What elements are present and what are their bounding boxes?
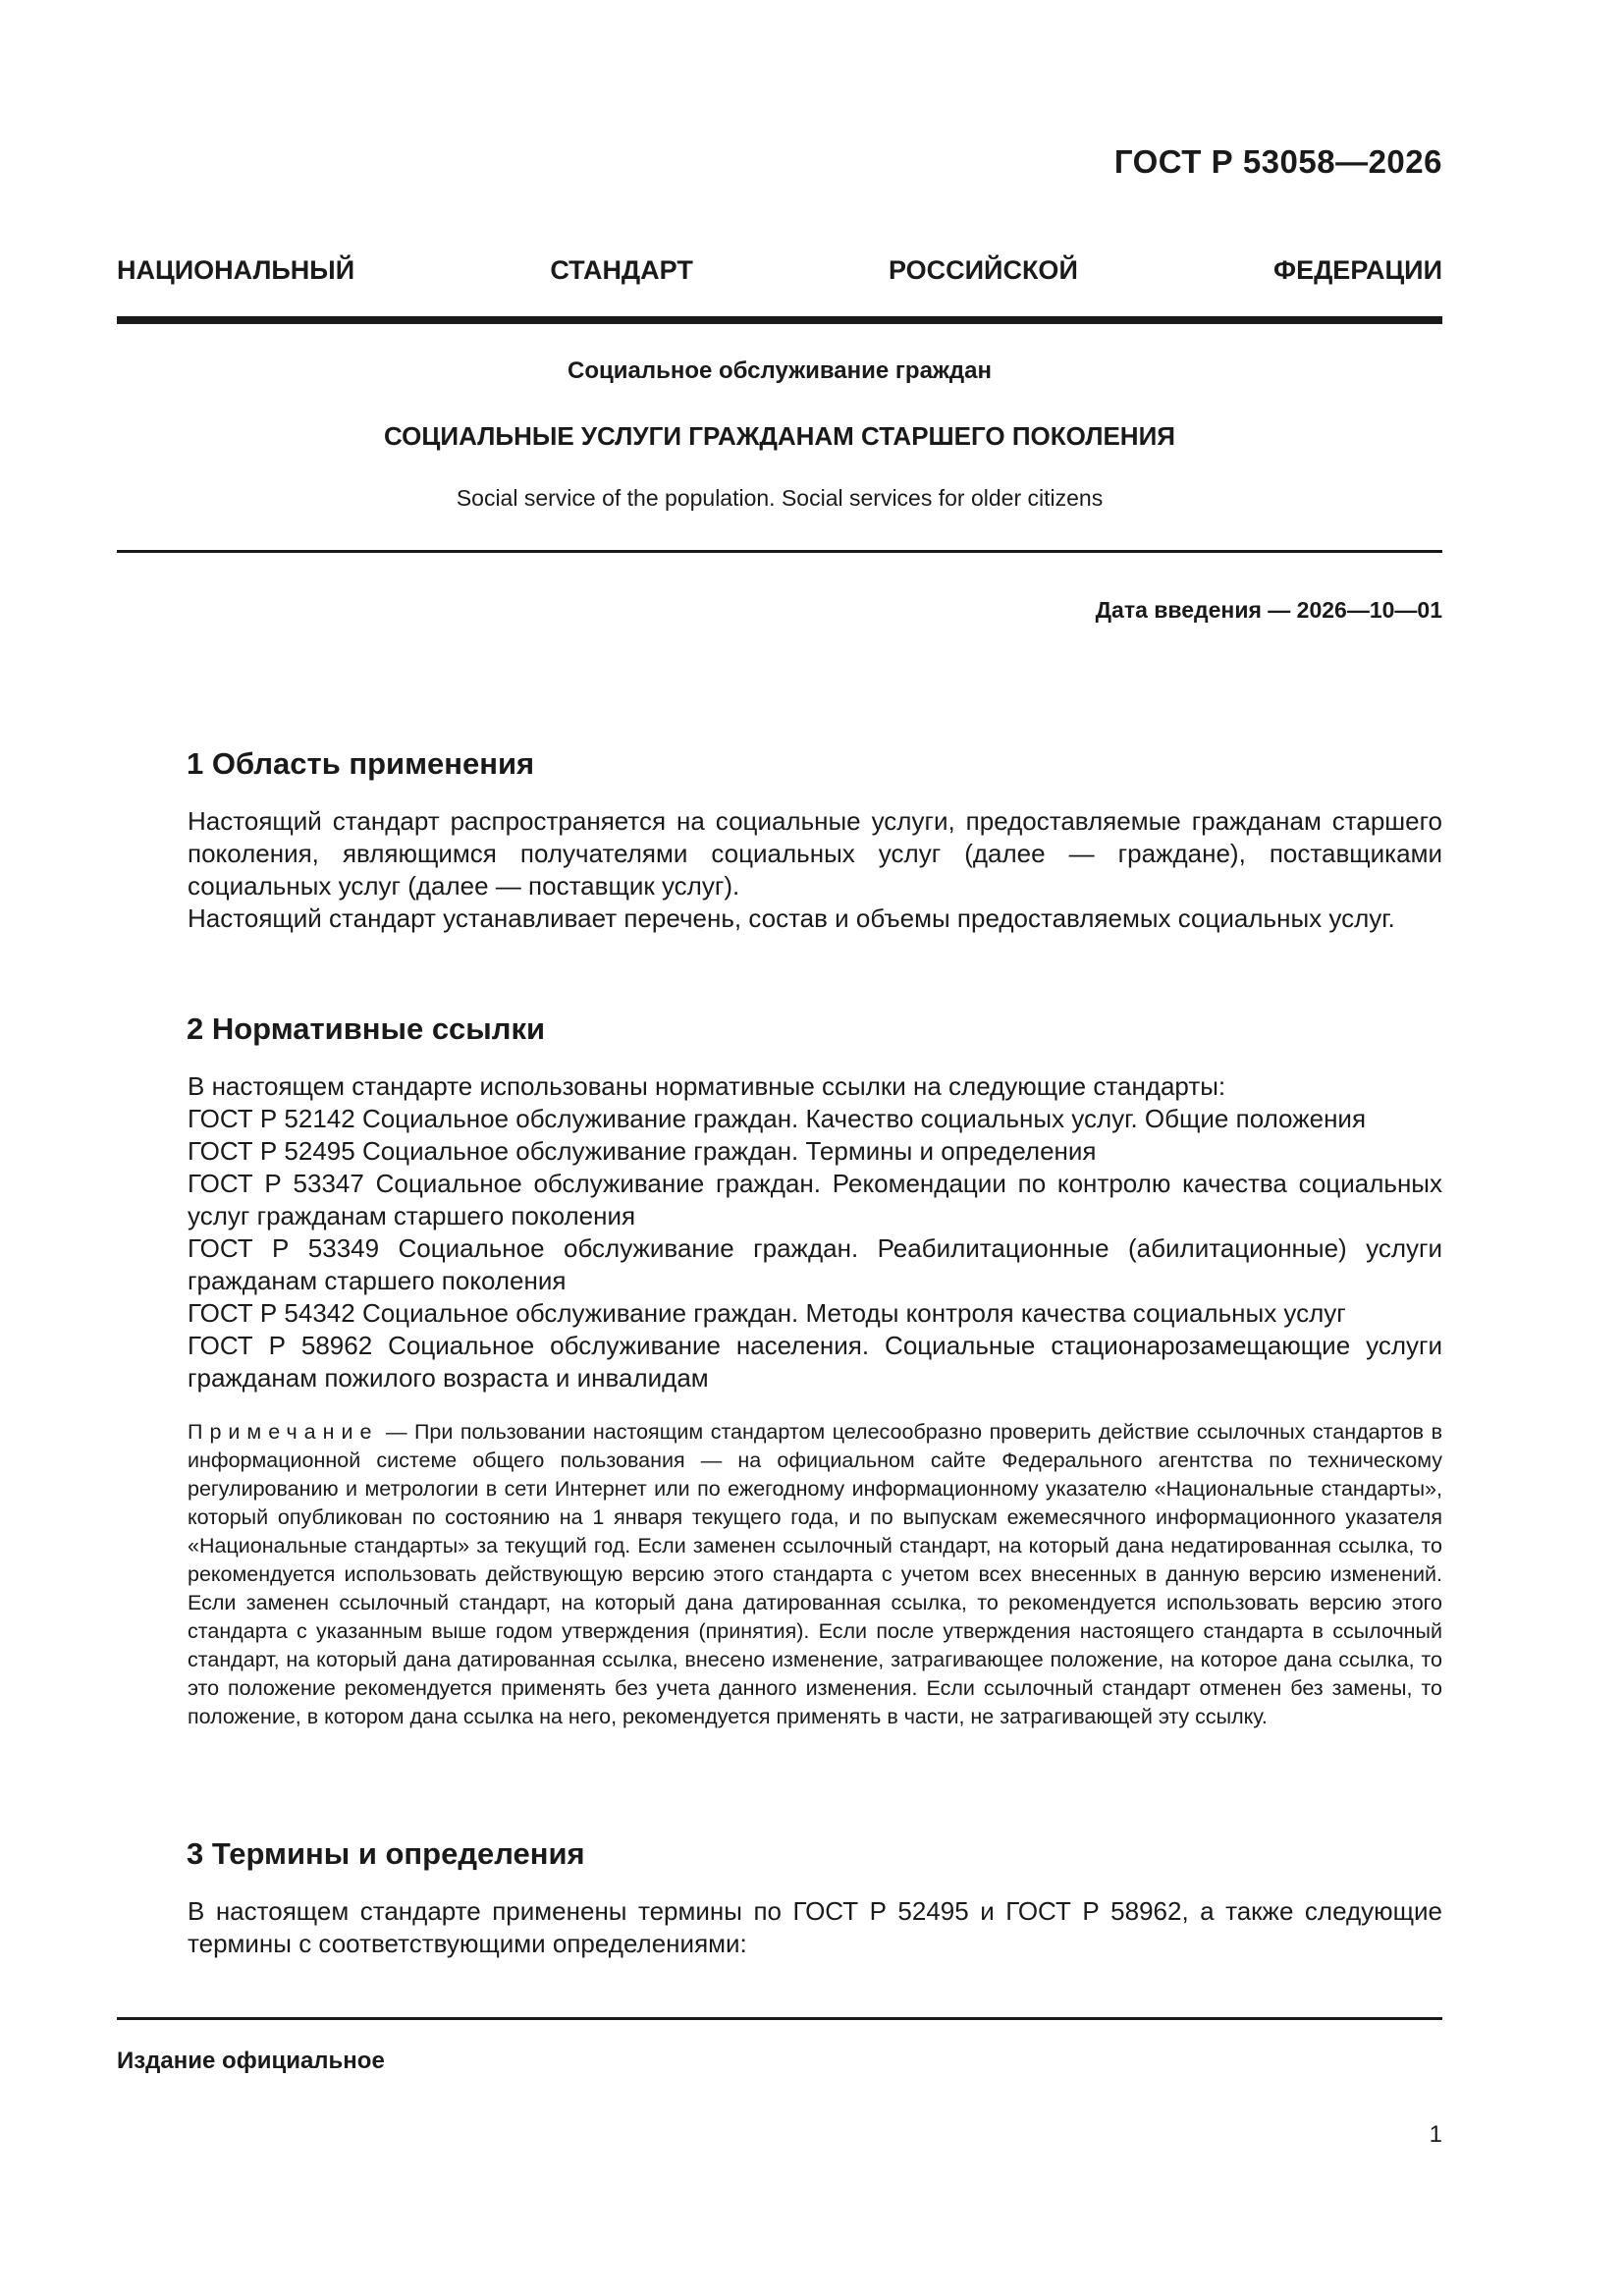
title-group: Социальное обслуживание граждан	[567, 357, 993, 384]
paragraph: Настоящий стандарт распространяется на социальные услуги, предоставляемые гражданам старшего поколения, являющимся получателями социальных услуг (далее — граждане), поставщиками социальных услуг (далее — поставщик услуг).	[188, 806, 1442, 901]
paragraph: В настоящем стандарте использованы нормативные ссылки на следующие стандарты:	[188, 1071, 1226, 1101]
english-title: Social service of the population. Social services for older citizens	[456, 485, 1104, 511]
section-3-body	[117, 1895, 1442, 1960]
page-number: 1	[1429, 2121, 1442, 2148]
reference-item: ГОСТ Р 58962 Социальное обслуживание населения. Социальные стационарозамещающие услуги гражданам пожилого возраста и инвалидам	[188, 1331, 1442, 1393]
reference-item: ГОСТ Р 52142 Социальное обслуживание граждан. Качество социальных услуг. Общие положения	[188, 1104, 1367, 1133]
section-2-body	[117, 1070, 1442, 1394]
title-divider	[117, 550, 1442, 553]
paragraph: Настоящий стандарт устанавливает перечень, состав и объемы предоставляемых социальных услуг.	[188, 903, 1395, 933]
reference-item: ГОСТ Р 53349 Социальное обслуживание граждан. Реабилитационные (абилитационные) услуги гражданам старшего поколения	[188, 1233, 1442, 1295]
document-designation: ГОСТ Р 53058—2026	[1113, 143, 1442, 180]
section-3-heading: 3 Термины и определения	[187, 1836, 585, 1871]
header-divider	[117, 316, 1442, 324]
note-label: Примечание	[188, 1420, 379, 1444]
section-1-heading: 1 Область применения	[187, 746, 535, 781]
note-text: — При пользовании настоящим стандартом целесообразно проверить действие ссылочных стандартов в информационной системе общего пользования — на официальном сайте Федерального агентства по техническому регулированию и метрологии в сети Интернет или по ежегодному информационному указателю «Национальные стандарты», который опубликован по состоянию на 1 января текущего года, и по выпускам ежемесячного информационного указателя «Национальные стандарты» за текущий год. Если заменен ссылочный стандарт, на который дана недатированная ссылка, то рекомендуется использовать действующую версию этого стандарта с учетом всех внесенных в данную версию изменений. Если заменен ссылочный стандарт, на который дана датированная ссылка, то рекомендуется использовать версию этого стандарта с указанным выше годом утверждения (принятия). Если после утверждения настоящего стандарта в ссылочный стандарт, на который дана датированная ссылка, внесено изменение, затрагивающее положение, на которое дана ссылка, то это положение рекомендуется применять без учета данного изменения. Если ссылочный стандарт отменен без замены, то положение, в котором дана ссылка на него, рекомендуется применять в части, не затрагивающей эту ссылку.	[188, 1420, 1442, 1728]
reference-item: ГОСТ Р 53347 Социальное обслуживание граждан. Рекомендации по контролю качества социальных услуг гражданам старшего поколения	[188, 1169, 1442, 1230]
paragraph: В настоящем стандарте применены термины по ГОСТ Р 52495 и ГОСТ Р 58962, а также следующие термины с соответствующими определениями:	[188, 1896, 1442, 1958]
section-2-heading: 2 Нормативные ссылки	[187, 1011, 546, 1046]
section-1-body	[117, 805, 1442, 935]
introduction-date: Дата введения — 2026—10—01	[1095, 597, 1442, 623]
reference-item: ГОСТ Р 52495 Социальное обслуживание граждан. Термины и определения	[188, 1136, 1097, 1166]
footer-divider	[117, 2017, 1442, 2020]
reference-item: ГОСТ Р 54342 Социальное обслуживание граждан. Методы контроля качества социальных услуг	[188, 1298, 1346, 1328]
edition-label: Издание официальное	[117, 2048, 385, 2074]
reference-note	[117, 1418, 1442, 1731]
national-standard-banner: НАЦИОНАЛЬНЫЙ СТАНДАРТ РОССИЙСКОЙ ФЕДЕРАЦИИ	[117, 255, 1442, 285]
document-title: СОЦИАЛЬНЫЕ УСЛУГИ ГРАЖДАНАМ СТАРШЕГО ПОКОЛЕНИЯ	[384, 421, 1175, 451]
